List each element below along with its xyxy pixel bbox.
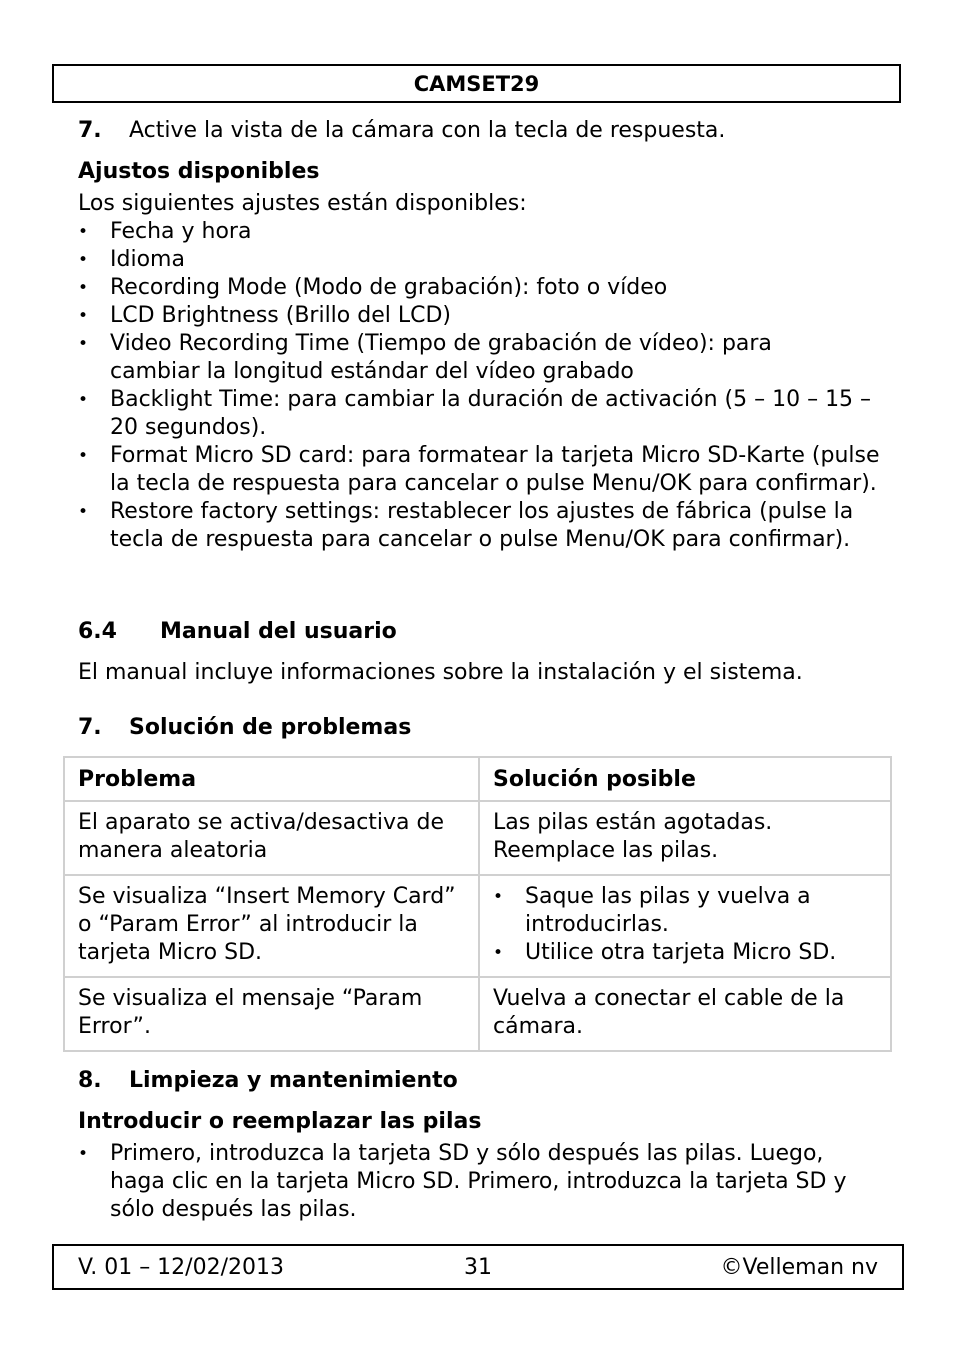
step-text: Active la vista de la cámara con la tecla de respuesta. (129, 118, 726, 143)
problem-cell: El aparato se activa/desactiva de manera aleatoria (64, 801, 479, 875)
page-footer (52, 1244, 904, 1290)
section-title: Limpieza y mantenimiento (129, 1068, 458, 1093)
section-number: 7. (78, 715, 102, 740)
section-number: 6.4 (78, 619, 117, 644)
section-number: 8. (78, 1068, 102, 1093)
section-title: Solución de problemas (129, 715, 412, 740)
page-header (52, 64, 901, 103)
header-title: CAMSET29 (413, 72, 540, 96)
table-header-row (64, 757, 891, 801)
list-item: • Utilice otra tarjeta Micro SD. (493, 939, 877, 967)
section-7-heading (78, 714, 411, 742)
settings-list (78, 218, 878, 554)
troubleshooting-table (63, 756, 892, 1052)
solution-list (493, 883, 877, 967)
solution-cell (479, 875, 891, 977)
footer-version: V. 01 – 12/02/2013 (78, 1255, 284, 1280)
column-header-problem: Problema (64, 757, 479, 801)
list-item: • Recording Mode (Modo de grabación): foto o vídeo (78, 274, 878, 302)
list-item: • Idioma (78, 246, 878, 274)
solution-cell: Vuelva a conectar el cable de la cámara. (479, 977, 891, 1051)
list-item: • Fecha y hora (78, 218, 878, 246)
list-item: • Saque las pilas y vuelva a introducirlas. (493, 883, 877, 939)
list-item: • Primero, introduzca la tarjeta SD y sólo después las pilas. Luego, haga clic en la tarjeta Micro SD. Primero, introduzca la tarjeta SD y sólo después las pilas. (78, 1140, 870, 1224)
list-item: • Restore factory settings: restablecer los ajustes de fábrica (pulse la tecla de respuesta para cancelar o pulse Menu/OK para confirmar). (78, 498, 900, 554)
section-6-4-text: El manual incluye informaciones sobre la instalación y el sistema. (78, 660, 803, 685)
list-item: • Video Recording Time (Tiempo de grabación de vídeo): para cambiar la longitud estándar del vídeo grabado (78, 330, 840, 386)
section-8-heading (78, 1067, 458, 1095)
footer-copyright: ©Velleman nv (720, 1255, 878, 1280)
battery-subheading: Introducir o reemplazar las pilas (78, 1109, 482, 1134)
footer-page-number: 31 (464, 1255, 492, 1280)
problem-cell: Se visualiza “Insert Memory Card” o “Param Error” al introducir la tarjeta Micro SD. (64, 875, 479, 977)
table-row (64, 977, 891, 1051)
list-item: • LCD Brightness (Brillo del LCD) (78, 302, 878, 330)
section-title: Manual del usuario (160, 619, 397, 644)
list-item: • Backlight Time: para cambiar la duración de activación (5 – 10 – 15 – 20 segundos). (78, 386, 880, 442)
settings-intro: Los siguientes ajustes están disponibles: (78, 191, 527, 216)
settings-heading: Ajustos disponibles (78, 159, 320, 184)
section-6-4-heading (78, 618, 397, 646)
step-number: 7. (78, 118, 102, 143)
step-7 (78, 117, 898, 145)
solution-cell: Las pilas están agotadas. Reemplace las pilas. (479, 801, 891, 875)
list-item: • Format Micro SD card: para formatear la tarjeta Micro SD-Karte (pulse la tecla de respuesta para cancelar o pulse Menu/OK para confirmar). (78, 442, 890, 498)
battery-list (78, 1140, 878, 1224)
table-row (64, 875, 891, 977)
column-header-solution: Solución posible (479, 757, 891, 801)
problem-cell: Se visualiza el mensaje “Param Error”. (64, 977, 479, 1051)
table-row (64, 801, 891, 875)
